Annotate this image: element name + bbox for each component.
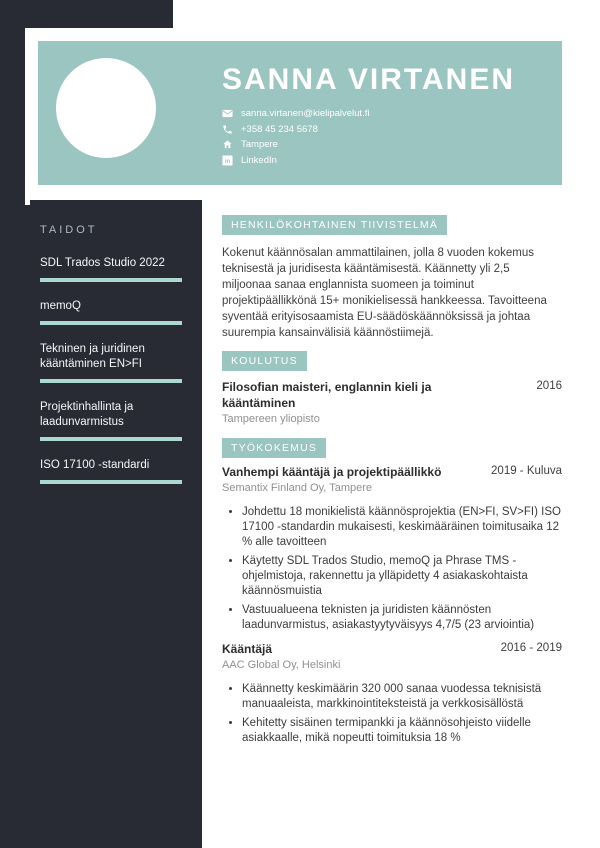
profile-photo-placeholder <box>56 58 156 158</box>
skill-bar <box>40 437 182 441</box>
job-bullet: • Käännetty keskimäärin 320 000 sanaa vuodessa teknisistä manuaaleista, markkinointiteksteistä ja verkkosisällöstä <box>242 682 562 712</box>
job-company: Semantix Finland Oy, Tampere <box>222 482 372 494</box>
envelope-icon <box>222 108 233 119</box>
person-name: SANNA VIRTANEN <box>222 63 516 96</box>
skill-item <box>40 400 192 441</box>
contact-location-text: Tampere <box>241 139 278 150</box>
job-title: Kääntäjä <box>222 642 273 656</box>
education-section <box>222 351 562 425</box>
contact-email[interactable] <box>222 108 515 119</box>
job-bullet: • Vastuualueena teknisten ja juridisten käännösten laadunvarmistus, asiakastyytyväisyys 4,7/5 (23 arviointia) <box>242 603 562 633</box>
skill-bar <box>40 321 182 325</box>
contact-list <box>222 108 515 166</box>
skill-label: ISO 17100 -standardi <box>40 459 150 471</box>
experience-section <box>222 438 562 746</box>
contact-linkedin-text: LinkedIn <box>241 154 277 166</box>
education-date: 2016 <box>536 380 562 392</box>
education-degree: Filosofian maisteri, englannin kieli ja kääntäminen <box>222 380 432 410</box>
header-content <box>222 65 515 166</box>
experience-heading: TYÖKOKEMUS <box>222 438 326 458</box>
skill-bar <box>40 480 182 484</box>
job-head <box>222 464 562 480</box>
phone-icon <box>222 124 233 135</box>
summary-section <box>222 215 562 341</box>
job-company: AAC Global Oy, Helsinki <box>222 659 341 671</box>
job-entry <box>222 641 562 746</box>
skill-label: SDL Trados Studio 2022 <box>40 257 165 269</box>
job-bullet-list <box>222 682 562 746</box>
svg-text:in: in <box>224 158 231 165</box>
education-entry <box>222 379 562 411</box>
home-icon <box>222 139 233 150</box>
skill-label: Tekninen ja juridinen kääntäminen EN>FI <box>40 343 145 370</box>
education-school: Tampereen yliopisto <box>222 413 320 425</box>
skill-item <box>40 342 192 383</box>
summary-text: Kokenut käännösalan ammattilainen, jolla 8 vuoden kokemus teknisestä ja juridisesta kääntämisestä. Käännetty yli 2,5 miljoonaa sanaa englannista suomeen ja toiminut projektipäällikkönä 15+ monikielisessä hankkeessa. Tavoitteena syventää erityisosaamista EU-säädöskäännöksissä ja johtaa suurempia kansainvälisiä käännöstiimejä. <box>222 247 547 339</box>
contact-phone[interactable] <box>222 124 515 135</box>
sidebar-title: TAIDOT <box>40 224 98 236</box>
job-bullet: • Kehitetty sisäinen termipankki ja käännösohjeisto viidelle asiakkaalle, mikä nopeutti toimituksia 18 % <box>242 716 562 746</box>
skill-bar <box>40 379 182 383</box>
job-bullet-list <box>222 505 562 633</box>
skill-bar <box>40 278 182 282</box>
skill-item <box>40 458 192 484</box>
job-date: 2019 - Kuluva <box>491 465 562 477</box>
sidebar <box>30 200 202 848</box>
main-column <box>222 215 562 750</box>
header-banner <box>38 41 562 185</box>
contact-location[interactable] <box>222 139 515 150</box>
job-date: 2016 - 2019 <box>500 642 562 654</box>
job-entry <box>222 464 562 633</box>
job-head <box>222 641 562 657</box>
education-heading: KOULUTUS <box>222 351 307 371</box>
linkedin-icon <box>222 155 233 166</box>
contact-linkedin[interactable] <box>222 155 515 166</box>
summary-heading: HENKILÖKOHTAINEN TIIVISTELMÄ <box>222 215 447 235</box>
job-title: Vanhempi kääntäjä ja projektipäällikkö <box>222 465 442 479</box>
contact-phone-text: +358 45 234 5678 <box>241 123 318 135</box>
job-bullet: • Käytetty SDL Trados Studio, memoQ ja Phrase TMS -ohjelmistoja, rakennettu ja ylläpidetty 4 asiakaskohtaista käännösmuistia <box>242 554 562 599</box>
skill-label: Projektinhallinta ja laadunvarmistus <box>40 401 134 428</box>
job-bullet: • Johdettu 18 monikielistä käännösprojektia (EN>FI, SV>FI) ISO 17100 -standardin mukaisesti, keskimääräinen toimitusaika 12 % alle tavoitteen <box>242 505 562 550</box>
contact-email-text: sanna.virtanen@kielipalvelut.fi <box>241 108 370 119</box>
skill-item <box>40 299 192 325</box>
skill-label: memoQ <box>40 300 81 312</box>
skill-item <box>40 256 192 282</box>
